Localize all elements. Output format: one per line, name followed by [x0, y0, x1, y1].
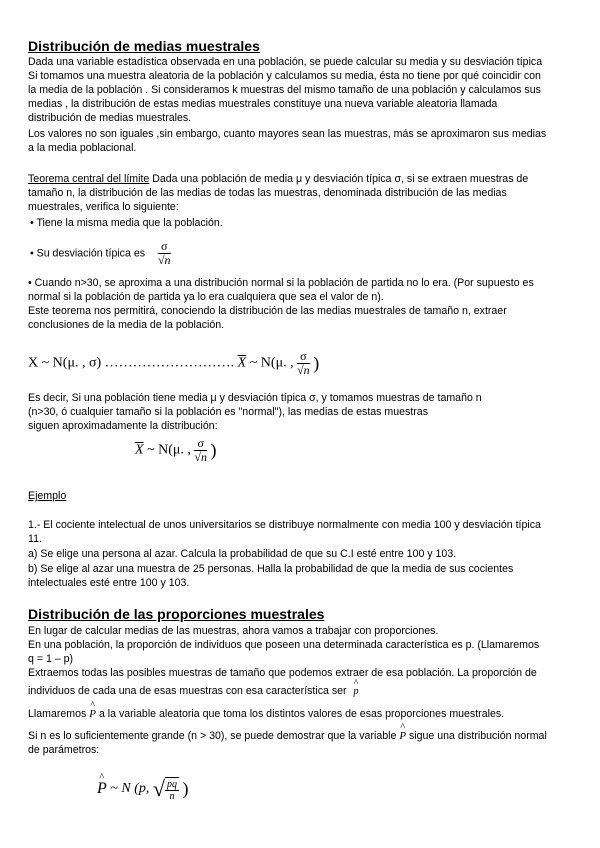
- paragraph-line: Es decir, Si una población tiene media μ y desviación típica σ, y tomamos muestras de tamaño n: [28, 392, 482, 404]
- llamaremos-text: Llamaremos: [28, 708, 87, 720]
- example-line: b) Se elige al azar una muestra de 25 personas. Halla la probabilidad de que la media de sus cocientes: [28, 563, 514, 575]
- si-n-text: Si n es lo suficientemente grande (n > 30), se puede demostrar que la variable: [28, 730, 397, 742]
- theorem-intro: [28, 172, 528, 186]
- paragraph-line: a la media poblacional.: [28, 142, 137, 154]
- example-line: 11.: [28, 533, 42, 545]
- frac-den: √n: [194, 450, 208, 464]
- P-hat-symbol: ^ P: [89, 707, 96, 721]
- paragraph-line: En una población, la proporción de individuos que poseen una determinada característica es p. (Llamaremos: [28, 639, 540, 651]
- formula-xbar: $\overline{X}$: [135, 442, 144, 458]
- formula-xbar-distribution: [135, 437, 217, 464]
- formula-clt: [28, 350, 319, 377]
- frac-num: σ: [197, 436, 204, 450]
- example-line: 1.- El cociente intelectual de unos universitarios se distribuye normalmente con media 100 y desviación típica: [28, 519, 541, 531]
- paragraph-line: de parámetros:: [28, 744, 100, 756]
- paragraph-line: medias , la distribución de estas medias muestrales constituye una nueva variable aleatoria llamada: [28, 98, 498, 110]
- paragraph-line: la media de la población . Si consideramos k muestras del mismo tamaño de una población y calculamos sus: [28, 84, 541, 96]
- section-title-medias: Distribución de medias muestrales: [28, 38, 260, 54]
- paragraph-line-p-hat: [28, 684, 359, 699]
- paragraph-line: En lugar de calcular medias de las muestras, ahora vamos a trabajar con proporciones.: [28, 625, 439, 637]
- sqrt-symbol: √: [152, 776, 165, 801]
- bullet-same-mean: • Tiene la misma media que la población.: [30, 217, 223, 229]
- example-line: intelectuales esté entre 100 y 103.: [28, 577, 190, 589]
- frac-num: pq: [166, 778, 177, 790]
- llamaremos-rest: a la variable aleatoria que toma los distintos valores de esas proporciones muestrales.: [98, 708, 505, 720]
- formula-close: ): [182, 778, 189, 799]
- theorem-label: Teorema central del límite: [28, 173, 150, 185]
- frac-den: √n: [157, 253, 171, 267]
- section-title-proporciones: Distribución de las proporciones muestrales: [28, 606, 325, 622]
- bullet-std-dev: [30, 240, 171, 267]
- paragraph-line: distribución de medias muestrales.: [28, 112, 192, 124]
- formula-mid: ~ N(μ. ,: [249, 355, 294, 371]
- P-hat-symbol: ^ P: [399, 729, 406, 743]
- frac-den: n: [169, 790, 175, 802]
- example-line: a) Se elige una persona al azar. Calcula la probabilidad de que su C.I esté entre 100 y 103.: [28, 548, 457, 560]
- paragraph-line: Dada una variable estadística observada en una población, se puede calcular su media y su desviación típica: [28, 56, 543, 68]
- si-n-rest: sigue una distribución normal: [409, 730, 547, 742]
- formula-frac: [194, 437, 207, 464]
- formula-mid: ~ N(μ. ,: [147, 442, 191, 458]
- paragraph-line: (n>30, ó cualquier tamaño si la población es "normal"), las medias de estas muestras: [28, 406, 428, 418]
- formula-close: ): [313, 353, 320, 373]
- P-hat-symbol: ^ P: [97, 780, 107, 798]
- formula-frac: [165, 777, 179, 802]
- paragraph-line: q = 1 – p): [28, 653, 74, 665]
- formula-frac: [297, 350, 310, 377]
- paragraph-line: siguen aproximadamente la distribución:: [28, 420, 218, 432]
- formula-mid: ~ N (p,: [110, 781, 150, 796]
- paragraph-line-llamaremos: [28, 707, 504, 721]
- formula-left: X ~ N(μ. , σ) ……………………….: [28, 355, 235, 371]
- formula-close: ): [210, 440, 217, 460]
- theorem-intro-text: Dada una población de media μ y desviación típica σ, si se extraen muestras de: [149, 173, 529, 185]
- p-hat-text: individuos de cada una de esas muestras con esa característica ser: [28, 685, 347, 697]
- sigma-over-root-n: [158, 240, 171, 267]
- frac-num: σ: [300, 349, 307, 363]
- frac-den: √n: [297, 363, 310, 377]
- paragraph-line: • Cuando n>30, se aproxima a una distribución normal si la población de partida no lo era. (Por supuesto es: [28, 277, 534, 289]
- formula-xbar: $\overline{X}$: [237, 355, 247, 371]
- frac-num: σ: [161, 239, 168, 253]
- paragraph-line: normal si la población de partida ya lo era cualquiera que sea el valor de n).: [28, 291, 384, 303]
- paragraph-line: muestrales, verifica lo siguiente:: [28, 201, 179, 213]
- paragraph-line: tamaño n, la distribución de las medias de todas las muestras, denominada distribución de las medias: [28, 187, 507, 199]
- paragraph-line: conclusiones de la media de la población.: [28, 319, 225, 331]
- example-label: Ejemplo: [28, 490, 67, 502]
- paragraph-line: Extraemos todas las posibles muestras de tamaño que podemos extraer de esa población. La proporción de: [28, 667, 537, 679]
- paragraph-line-si-n: [28, 729, 547, 743]
- paragraph-line: Si tomamos una muestra aleatoria de la población y calculamos su media, ésta no tiene por qué coincidir con: [28, 70, 541, 82]
- formula-proportion: [97, 776, 188, 802]
- paragraph-line: Los valores no son iguales ,sin embargo, cuanto mayores sean las muestras, más se aproximaron sus medias: [28, 128, 547, 140]
- paragraph-line: Este teorema nos permitirá, conociendo la distribución de las medias muestrales de tamaño n, extraer: [28, 305, 507, 317]
- p-hat-symbol: ^ p: [354, 685, 359, 699]
- bullet-std-dev-text: • Su desviación típica es: [30, 247, 146, 260]
